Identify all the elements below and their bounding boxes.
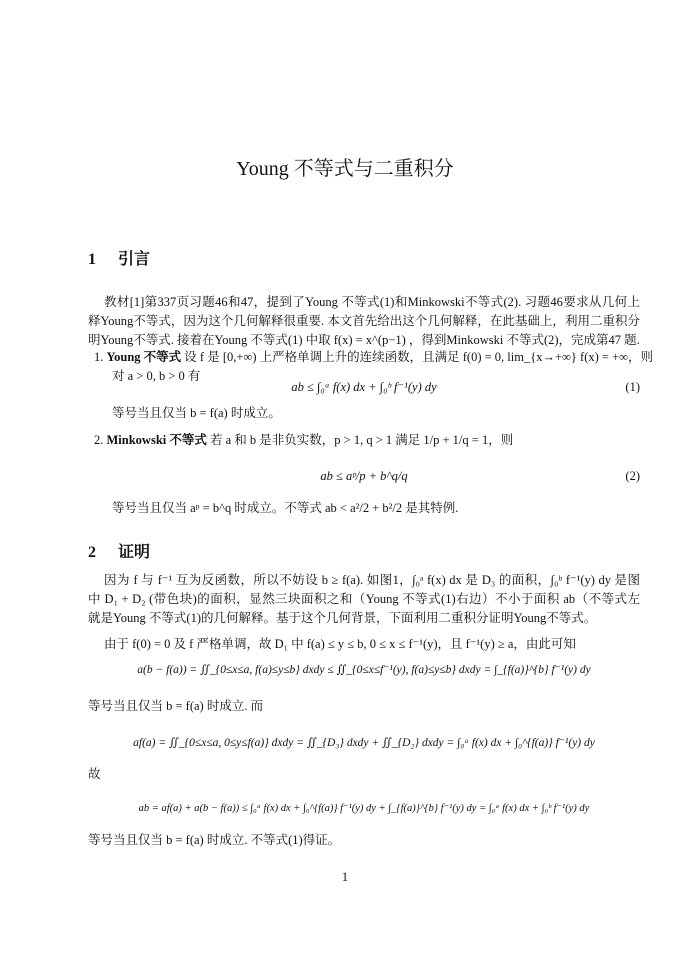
item-text: 设 f 是 [0,+∞) 上严格单调上升的连续函数，且满足 f(0) = 0, lim_{x→+∞} f(x) = +∞，则 bbox=[181, 350, 654, 364]
equation-5: ab = af(a) + a(b − f(a)) ≤ ∫₀ᵃ f(x) dx + ∫₀^{f(a)} f⁻¹(y) dy + ∫_{f(a)}^{b} f⁻¹(y) dy = ∫₀ᵃ f(x) dx + ∫₀ᵇ f⁻¹(y) dy bbox=[138, 803, 590, 814]
item-number: 1. bbox=[94, 350, 104, 364]
item-heading: Young 不等式 bbox=[106, 350, 182, 364]
intro-line: 释Young不等式，因为这个几何解释很重要. 本文首先给出这个几何解释，在此基础上，利用二重积分 bbox=[88, 314, 640, 328]
equation-1: ab ≤ ∫₀ᵃ f(x) dx + ∫₀ᵇ f⁻¹(y) dy bbox=[291, 380, 437, 394]
section-number: 2 bbox=[88, 544, 96, 561]
equation-number: (1) bbox=[625, 380, 640, 394]
section-heading-proof bbox=[88, 539, 150, 562]
equation-4: af(a) = ∬_{0≤x≤a, 0≤y≤f(a)} dxdy = ∬_{D₃} dxdy + ∬_{D₂} dxdy = ∫₀ᵃ f(x) dx + ∫₀^{f(a)} f⁻¹(y) dy bbox=[133, 737, 595, 749]
item-text: 若 a 和 b 是非负实数，p > 1, q > 1 满足 1/p + 1/q = 1，则 bbox=[206, 433, 514, 447]
page-number: 1 bbox=[341, 870, 349, 884]
section-heading-intro bbox=[88, 246, 150, 269]
item-number: 2. bbox=[94, 433, 104, 447]
intro-line: 明Young不等式. 接着在Young 不等式(1) 中取 f(x) = x^(p−1) ，得到Minkowski 不等式(2)，完成第47 题. bbox=[88, 333, 640, 347]
equation-number: (2) bbox=[625, 469, 640, 483]
section-title: 证明 bbox=[118, 544, 151, 561]
item-text: 对 a > 0, b > 0 有 bbox=[112, 369, 201, 383]
item-heading: Minkowski 不等式 bbox=[106, 433, 207, 447]
paper-title: Young 不等式与二重积分 bbox=[236, 158, 454, 180]
equation-2: ab ≤ aᵖ/p + b^q/q bbox=[320, 469, 408, 483]
item-note: 等号当且仅当 aᵖ = b^q 时成立。不等式 ab < a²/2 + b²/2 是其特例. bbox=[112, 501, 459, 515]
proof-line: 由于 f(0) = 0 及 f 严格单调，故 D₁ 中 f(a) ≤ y ≤ b, 0 ≤ x ≤ f⁻¹(y)，且 f⁻¹(y) ≥ a，由此可知 bbox=[104, 637, 576, 651]
proof-line: 故 bbox=[88, 767, 101, 781]
proof-line: 就是Young 不等式(1)的几何解释。基于这个几何背景，下面利用二重积分证明Young不等式。 bbox=[88, 611, 597, 625]
list-item-young bbox=[94, 349, 654, 365]
item-note: 等号当且仅当 b = f(a) 时成立。 bbox=[112, 406, 281, 420]
proof-line: 因为 f 与 f⁻¹ 互为反函数，所以不妨设 b ≥ f(a). 如图1，∫₀ᵃ f(x) dx 是 D₃ 的面积，∫₀ᵇ f⁻¹(y) dy 是图 bbox=[104, 573, 640, 587]
proof-line: 等号当且仅当 b = f(a) 时成立. 不等式(1)得证。 bbox=[88, 833, 341, 847]
equation-3: a(b − f(a)) = ∬_{0≤x≤a, f(a)≤y≤b} dxdy ≤ ∬_{0≤x≤f⁻¹(y), f(a)≤y≤b} dxdy = ∫_{f(a)}^{b} f⁻¹(y) dy bbox=[137, 664, 591, 676]
proof-line: 中 D₁ + D₂ (带色块)的面积，显然三块面积之和（Young 不等式(1)右边）不小于面积 ab（不等式左 bbox=[88, 592, 640, 606]
intro-line: 教材[1]第337页习题46和47，提到了Young 不等式(1)和Minkowski不等式(2). 习题46要求从几何上 bbox=[104, 295, 640, 309]
section-title: 引言 bbox=[118, 251, 151, 268]
section-number: 1 bbox=[88, 251, 96, 268]
proof-line: 等号当且仅当 b = f(a) 时成立. 而 bbox=[88, 699, 264, 713]
list-item-minkowski bbox=[94, 432, 646, 448]
